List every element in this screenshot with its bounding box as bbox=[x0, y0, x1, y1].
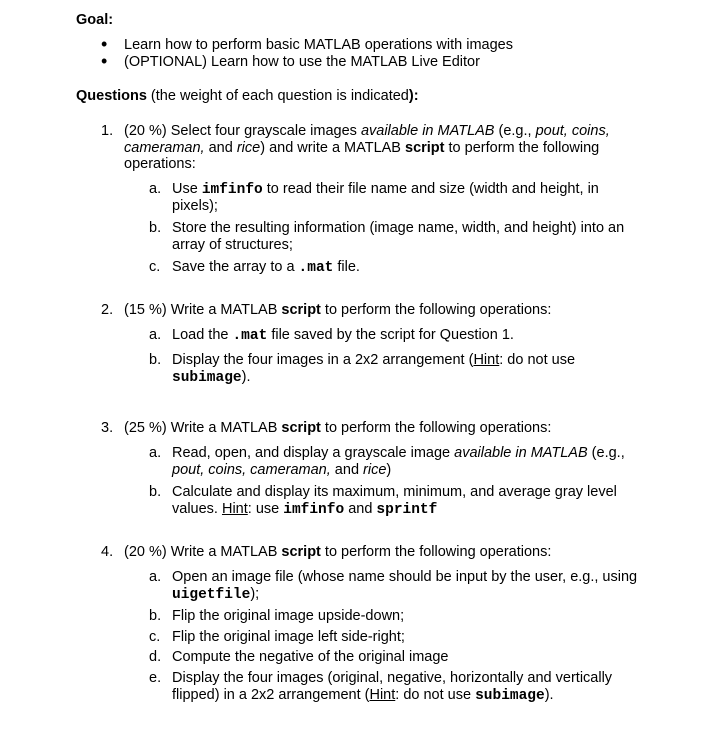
q4e-line-1: Display the four images (original, negative, horizontally and vertically bbox=[172, 670, 613, 686]
q4a-line-1: Open an image file (whose name should be input by the user, e.g., using bbox=[172, 569, 638, 585]
q4e-line-2: flipped) in a 2x2 arrangement (Hint: do not use subimage). bbox=[172, 687, 554, 704]
questions-heading: Questions (the weight of each question is indicated): bbox=[76, 88, 419, 104]
bullet-icon: • bbox=[101, 34, 108, 54]
q1-line-1: (20 %) Select four grayscale images available in MATLAB (e.g., pout, coins, bbox=[124, 123, 610, 139]
q2a-line-1: Load the .mat file saved by the script for Question 1. bbox=[172, 327, 514, 344]
q3-number: 3. bbox=[101, 420, 114, 436]
goal-bullet-1: Learn how to perform basic MATLAB operations with images bbox=[124, 37, 513, 53]
q1c-line-1: Save the array to a .mat file. bbox=[172, 259, 360, 276]
q4d-line-1: Compute the negative of the original image bbox=[172, 649, 449, 665]
q4-number: 4. bbox=[101, 544, 114, 560]
bullet-icon: • bbox=[101, 51, 108, 71]
q1a-letter: a. bbox=[149, 181, 162, 197]
q4b-letter: b. bbox=[149, 608, 162, 624]
q2b-line-1: Display the four images in a 2x2 arrangement (Hint: do not use bbox=[172, 352, 576, 368]
q3b-letter: b. bbox=[149, 484, 162, 500]
q1b-line-1: Store the resulting information (image name, width, and height) into an bbox=[172, 220, 625, 236]
q1b-letter: b. bbox=[149, 220, 162, 236]
q1-line-3: operations: bbox=[124, 156, 196, 172]
q1c-letter: c. bbox=[149, 259, 161, 275]
q4d-letter: d. bbox=[149, 649, 162, 665]
q1b-line-2: array of structures; bbox=[172, 237, 293, 253]
q1a-line-2: pixels); bbox=[172, 198, 218, 214]
q2b-line-2: subimage). bbox=[172, 369, 251, 386]
q4-line-1: (20 %) Write a MATLAB script to perform the following operations: bbox=[124, 544, 552, 560]
q1a-line-1: Use imfinfo to read their file name and size (width and height, in bbox=[172, 181, 599, 198]
q3a-line-2: pout, coins, cameraman, and rice) bbox=[172, 462, 392, 478]
goal-heading: Goal: bbox=[76, 12, 114, 28]
q3b-line-1: Calculate and display its maximum, minimum, and average gray level bbox=[172, 484, 617, 500]
q4c-line-1: Flip the original image left side-right; bbox=[172, 629, 405, 645]
q1-number: 1. bbox=[101, 123, 114, 139]
q2-line-1: (15 %) Write a MATLAB script to perform the following operations: bbox=[124, 302, 552, 318]
q1-line-2: cameraman, and rice) and write a MATLAB script to perform the following bbox=[124, 140, 600, 156]
q4a-line-2: uigetfile); bbox=[172, 586, 260, 603]
q3a-line-1: Read, open, and display a grayscale image available in MATLAB (e.g., bbox=[172, 445, 625, 461]
q3-line-1: (25 %) Write a MATLAB script to perform the following operations: bbox=[124, 420, 552, 436]
q4a-letter: a. bbox=[149, 569, 162, 585]
q2a-letter: a. bbox=[149, 327, 162, 343]
q3b-line-2: values. Hint: use imfinfo and sprintf bbox=[172, 501, 438, 518]
q3a-letter: a. bbox=[149, 445, 162, 461]
q4b-line-1: Flip the original image upside-down; bbox=[172, 608, 405, 624]
q2-number: 2. bbox=[101, 302, 114, 318]
q2b-letter: b. bbox=[149, 352, 162, 368]
goal-bullet-2: (OPTIONAL) Learn how to use the MATLAB Live Editor bbox=[124, 54, 480, 70]
q4c-letter: c. bbox=[149, 629, 161, 645]
q4e-letter: e. bbox=[149, 670, 162, 686]
